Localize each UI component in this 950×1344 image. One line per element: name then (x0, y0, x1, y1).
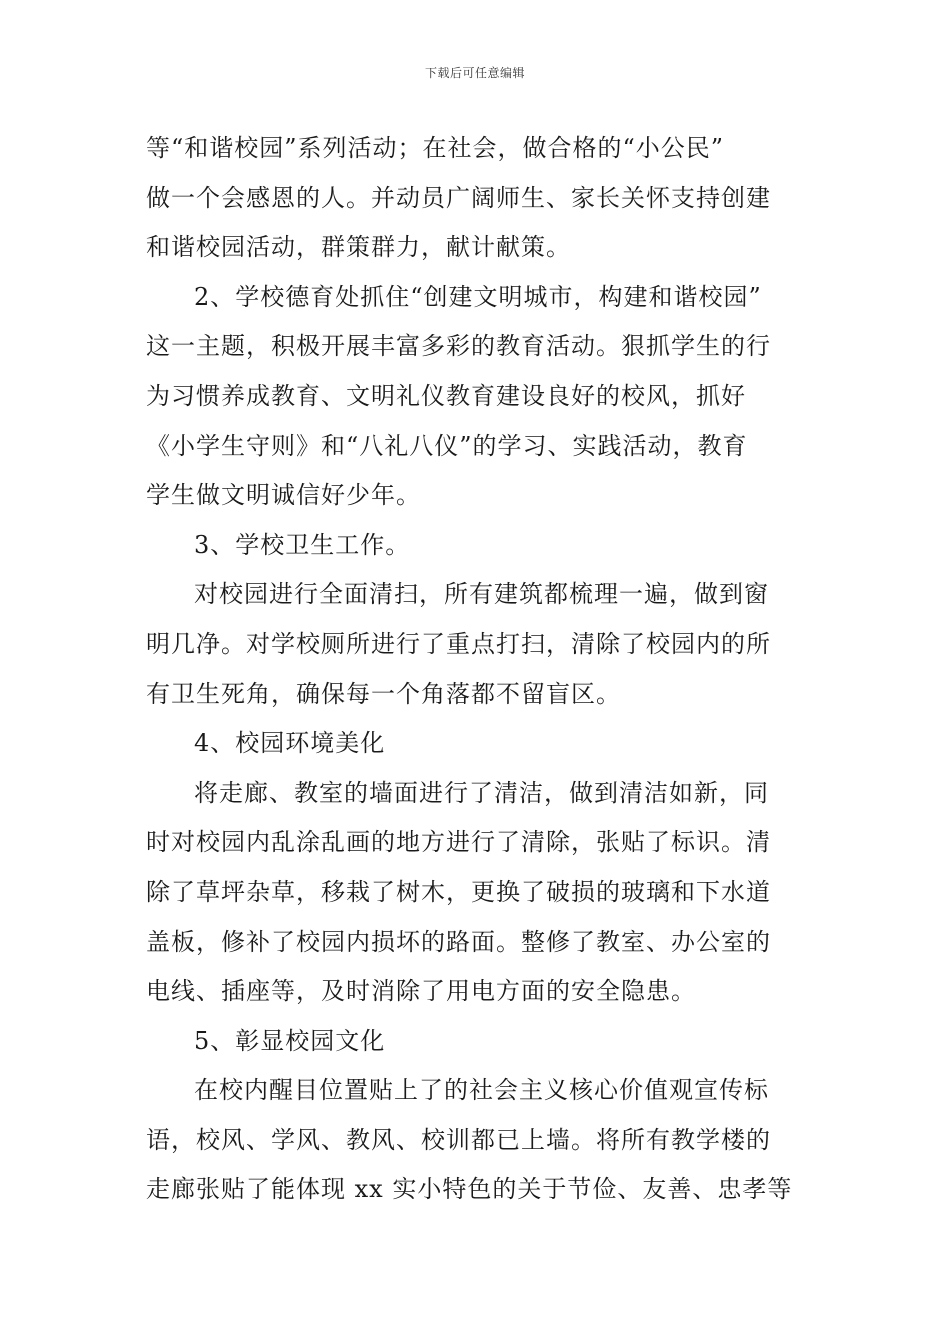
text-line: 为习惯养成教育、文明礼仪教育建设良好的校风，抓好 (146, 381, 746, 410)
text-line: 学生做文明诚信好少年。 (146, 481, 421, 510)
text-line: 5、彰显校园文化 (194, 1026, 386, 1055)
text-line: 有卫生死角，确保每一个角落都不留盲区。 (146, 679, 621, 708)
text-line: 盖板，修补了校园内损坏的路面。整修了教室、办公室的 (146, 927, 771, 956)
text-line: 3、学校卫生工作。 (194, 530, 411, 559)
paragraph-4 (146, 769, 808, 1017)
text-line: 走廊张贴了能体现 xx 实小特色的关于节俭、友善、忠孝等 (146, 1175, 793, 1204)
page-header: 下载后可任意编辑 (424, 66, 525, 80)
document-body (146, 124, 808, 1215)
text-line: 做一个会感恩的人。并动员广阔师生、家长关怀支持创建 (146, 183, 771, 212)
text-line: 在校内醒目位置贴上了的社会主义核心价值观宣传标 (194, 1076, 769, 1105)
paragraph-1 (146, 124, 808, 273)
text-line: 语，校风、学风、教风、校训都已上墙。将所有教学楼的 (146, 1125, 771, 1154)
text-line: 4、校园环境美化 (194, 729, 386, 758)
text-line: 这一主题，积极开展丰富多彩的教育活动。狠抓学生的行 (146, 332, 771, 361)
section-heading-3 (146, 521, 808, 571)
text-line: 时对校园内乱涂乱画的地方进行了清除，张贴了标识。清 (146, 828, 771, 857)
text-line: 2、学校德育处抓住“创建文明城市，构建和谐校园” (194, 282, 762, 311)
text-line: 除了草坪杂草，移栽了树木，更换了破损的玻璃和下水道 (146, 877, 771, 906)
section-heading-5 (146, 1017, 808, 1067)
paragraph-2 (146, 273, 808, 521)
paragraph-3 (146, 570, 808, 719)
paragraph-5 (146, 1066, 808, 1215)
text-line: 等“和谐校园”系列活动；在社会，做合格的“小公民” (146, 134, 725, 162)
text-line: 对校园进行全面清扫，所有建筑都梳理一遍，做到窗 (194, 580, 769, 609)
text-line: 明几净。对学校厕所进行了重点打扫，清除了校园内的所 (146, 629, 771, 658)
text-line: 电线、插座等，及时消除了用电方面的安全隐患。 (146, 977, 696, 1006)
text-line: 和谐校园活动，群策群力，献计献策。 (146, 233, 571, 262)
section-heading-4 (146, 719, 808, 769)
text-line: 《小学生守则》和“八礼八仪”的学习、实践活动，教育 (146, 431, 748, 460)
text-line: 将走廊、教室的墙面进行了清洁，做到清洁如新，同 (194, 778, 769, 807)
